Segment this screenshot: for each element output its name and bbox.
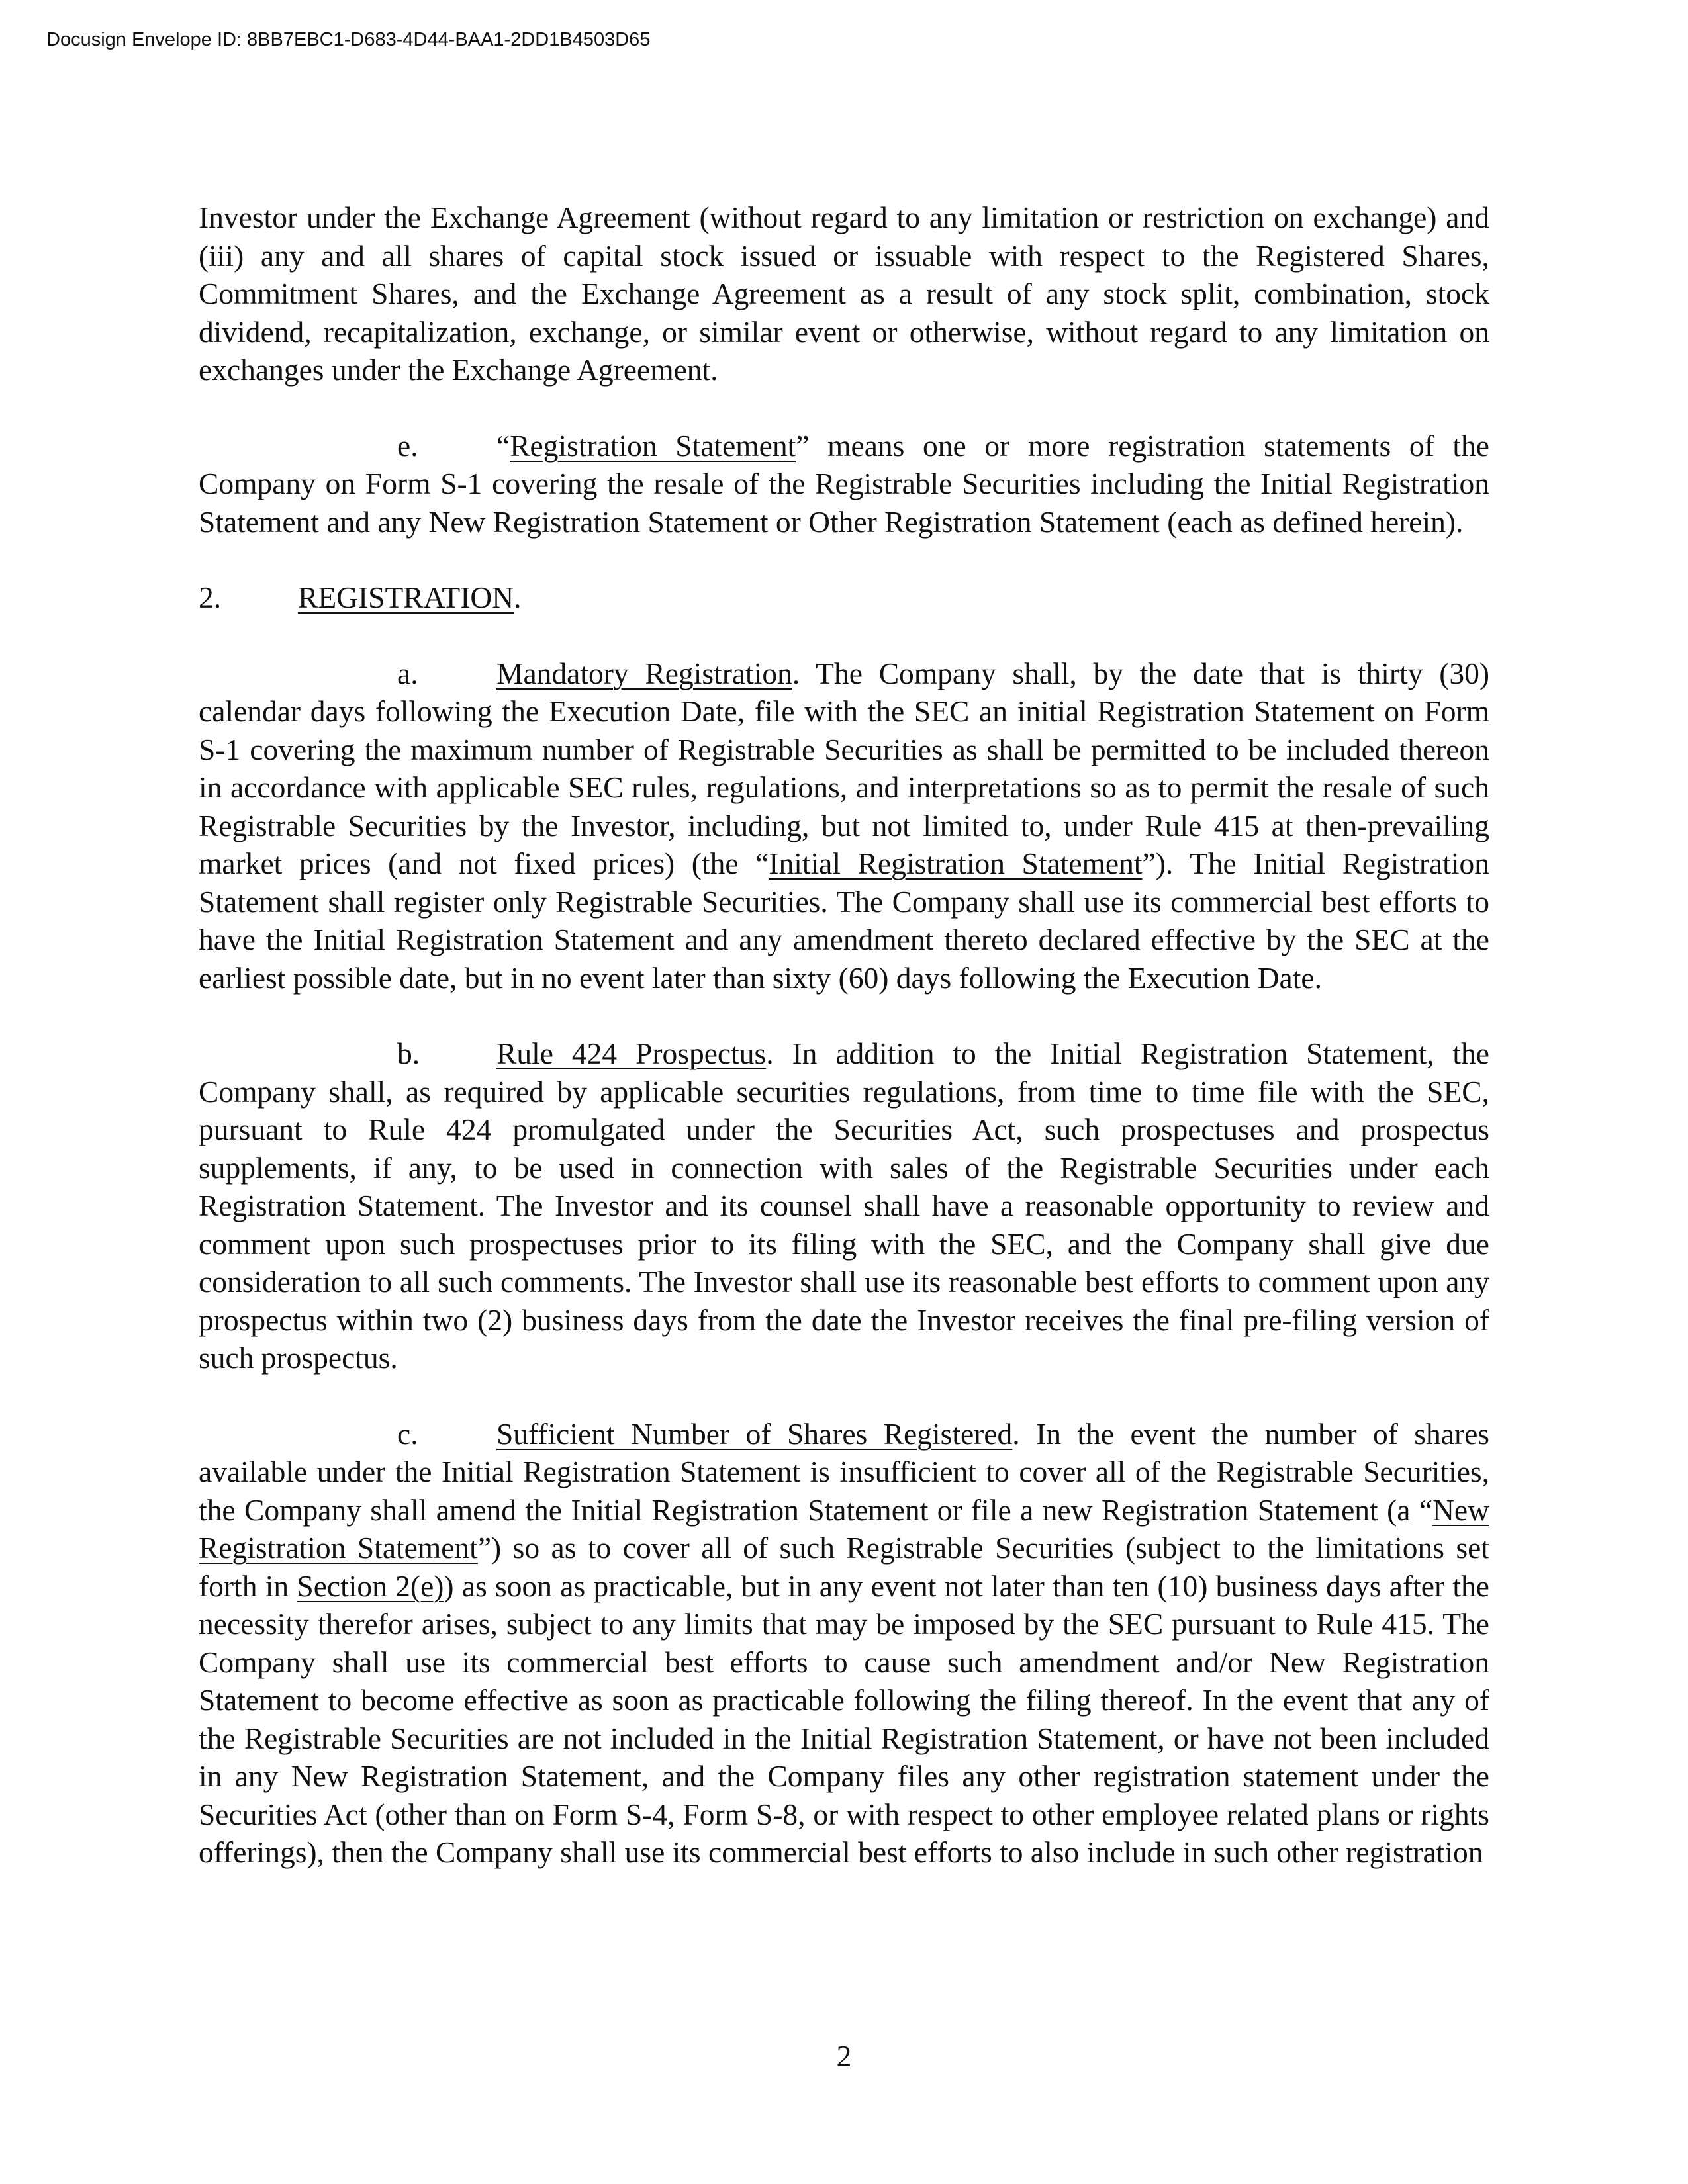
paragraph-title-a: Mandatory Registration [496,656,792,690]
paragraph-sufficient-shares [199,1415,1489,1872]
section-title-period: . [514,580,522,614]
section-reference: Section 2(e) [297,1569,444,1603]
section-heading-registration [199,578,1489,617]
docusign-envelope-id: Docusign Envelope ID: 8BB7EBC1-D683-4D44-BAA1-2DD1B4503D65 [46,29,651,50]
paragraph-text-c-2: ”) so as to cover all of such Registrable Securities (subject to the limitations set forth in [199,1531,1489,1603]
defined-term-registration-statement: Registration Statement [510,428,796,463]
paragraph-text-a-2: ”). The Initial Registration Statement shall register only Registrable Securities. The Company shall use its commercial best efforts to have the Initial Registration Statement and any amendment thereto declared effective by the SEC at the earliest possible date, but in no event later than sixty (60) days following the Execution Date. [199,846,1489,995]
paragraph-marker-c: c. [397,1416,418,1451]
paragraph-text-c-1: . In the event the number of shares available under the Initial Registration Statement is insufficient to cover all of the Registrable Securities, the Company shall amend the Initial Registration Statement or file a new Registration Statement (a “ [199,1416,1490,1527]
definition-text: ” means one or more registration statements of the Company on Form S-1 covering the resale of the Registrable Securities including the Initial Registration Statement and any New Registration Statement or Other Registration Statement (each as defined herein). [199,428,1489,539]
paragraph-mandatory-registration [199,655,1489,997]
document-body [199,199,1489,1909]
paragraph-text-b: . In addition to the Initial Registration Statement, the Company shall, as required by applicable securities regulations, from time to time file with the SEC, pursuant to Rule 424 promulgated under the Securities Act, such prospectuses and prospectus supplements, if any, to be used in connection with sales of the Registrable Securities under each Registration Statement. The Investor and its counsel shall have a reasonable opportunity to review and comment upon such prospectuses prior to its filing with the SEC, and the Company shall give due consideration to all such comments. The Investor shall use its reasonable best efforts to comment upon any prospectus within two (2) business days from the date the Investor receives the final pre-filing version of such prospectus. [199,1036,1489,1375]
paragraph-marker-b: b. [397,1036,420,1070]
defined-term-new-registration-statement: New Registration Statement [199,1492,1489,1565]
section-title: REGISTRATION [298,580,514,614]
open-quote: “ [496,428,510,463]
section-number: 2. [199,580,222,614]
defined-term-initial-registration-statement: Initial Registration Statement [769,846,1143,880]
paragraph-marker-a: a. [397,656,418,690]
paragraph-text-c-3: ) as soon as practicable, but in any event not later than ten (10) business days after the necessity therefor arises, subject to any limits that may be imposed by the SEC pursuant to Rule 415. The Company shall use its commercial best efforts to cause such amendment and/or New Registration Statement to become effective as soon as practicable following the filing thereof. In the event that any of the Registrable Securities are not included in the Initial Registration Statement, or have not been included in any New Registration Statement, and the Company files any other registration statement under the Securities Act (other than on Form S-4, Form S-8, or with respect to other employee related plans or rights offerings), then the Company shall use its commercial best efforts to also include in such other registration [199,1569,1489,1869]
paragraph-title-b: Rule 424 Prospectus [496,1036,767,1070]
continuation-paragraph [199,199,1489,389]
continuation-text: Investor under the Exchange Agreement (without regard to any limitation or restriction on exchange) and (iii) any and all shares of capital stock issued or issuable with respect to the Registered Shares, Commitment Shares, and the Exchange Agreement as a result of any stock split, combination, stock dividend, recapitalization, exchange, or similar event or otherwise, without regard to any limitation on exchanges under the Exchange Agreement. [199,201,1489,387]
paragraph-title-c: Sufficient Number of Shares Registered [496,1416,1013,1451]
definition-marker: e. [397,428,418,463]
page-number: 2 [836,2039,852,2073]
paragraph-text-a-1: . The Company shall, by the date that is thirty (30) calendar days following the Execution Date, file with the SEC an initial Registration Statement on Form S-1 covering the maximum number of Registrable Securities as shall be permitted to be included thereon in accordance with applicable SEC rules, regulations, and interpretations so as to permit the resale of such Registrable Securities by the Investor, including, but not limited to, under Rule 415 at then-prevailing market prices (and not fixed prices) (the “ [199,656,1490,880]
paragraph-rule-424-prospectus [199,1034,1489,1377]
definition-registration-statement [199,427,1489,541]
